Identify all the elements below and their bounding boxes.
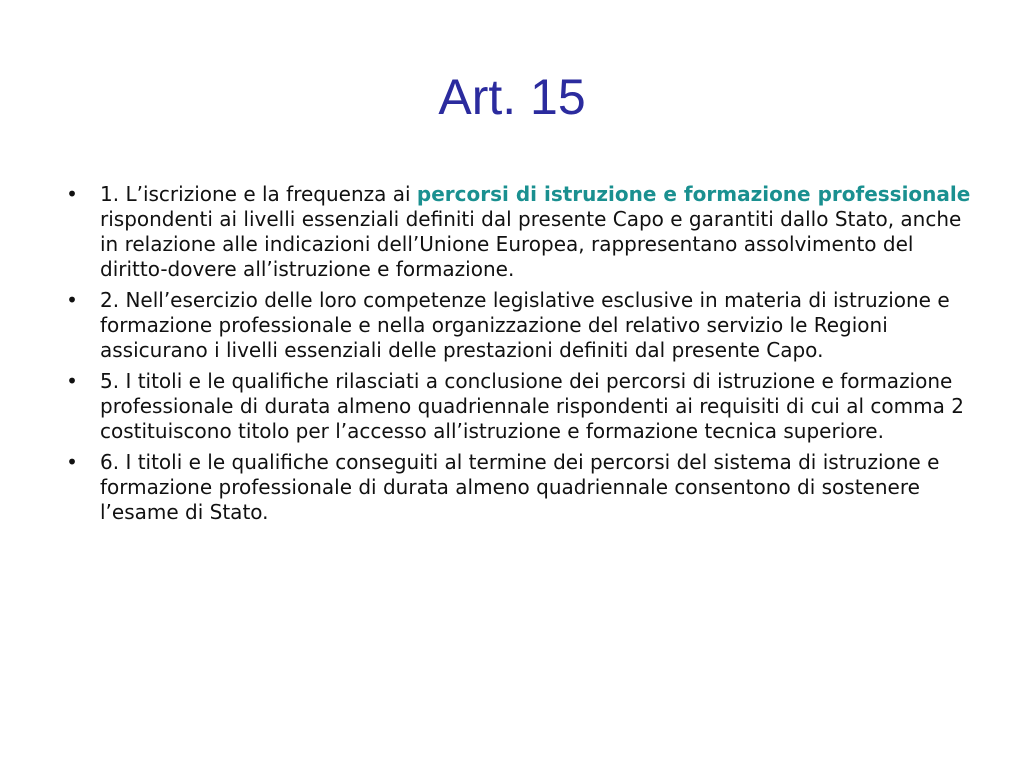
- highlighted-term: percorsi di istruzione e formazione professionale: [416, 182, 971, 206]
- bullet-dot-icon: •: [66, 288, 78, 312]
- bullet-dot-icon: •: [66, 450, 78, 474]
- bullet-dot-icon: •: [66, 182, 78, 206]
- bullet-list: [62, 182, 972, 531]
- bullet-item-4: [62, 450, 972, 525]
- bullet-text: 5. I titoli e le qualifiche rilasciati a conclusione dei percorsi di istruzione e formazione professionale di durata almeno quadriennale rispondenti ai requisiti di cui al comma 2 costituiscono titolo per l’accesso all’istruzione e formazione tecnica superiore.: [100, 369, 964, 443]
- bullet-text-suffix: rispondenti ai livelli essenziali definiti dal presente Capo e garantiti dallo Stato, anche in relazione alle indicazioni dell’Unione Europea, rappresentano assolvimento del diritto-dovere all’istruzione e formazione.: [100, 207, 962, 281]
- bullet-item-3: [62, 369, 972, 444]
- bullet-text: 2. Nell’esercizio delle loro competenze legislative esclusive in materia di istruzione e formazione professionale e nella organizzazione del relativo servizio le Regioni assicurano i livelli essenziali delle prestazioni definiti dal presente Capo.: [100, 288, 950, 362]
- slide-title: Art. 15: [438, 69, 586, 125]
- bullet-dot-icon: •: [66, 369, 78, 393]
- bullet-item-2: [62, 288, 972, 363]
- bullet-text-prefix: 1. L’iscrizione e la frequenza ai: [100, 182, 417, 206]
- bullet-text: 6. I titoli e le qualifiche conseguiti al termine dei percorsi del sistema di istruzione e formazione professionale di durata almeno quadriennale consentono di sostenere l’esame di Stato.: [100, 450, 940, 524]
- bullet-item-1: [62, 182, 972, 282]
